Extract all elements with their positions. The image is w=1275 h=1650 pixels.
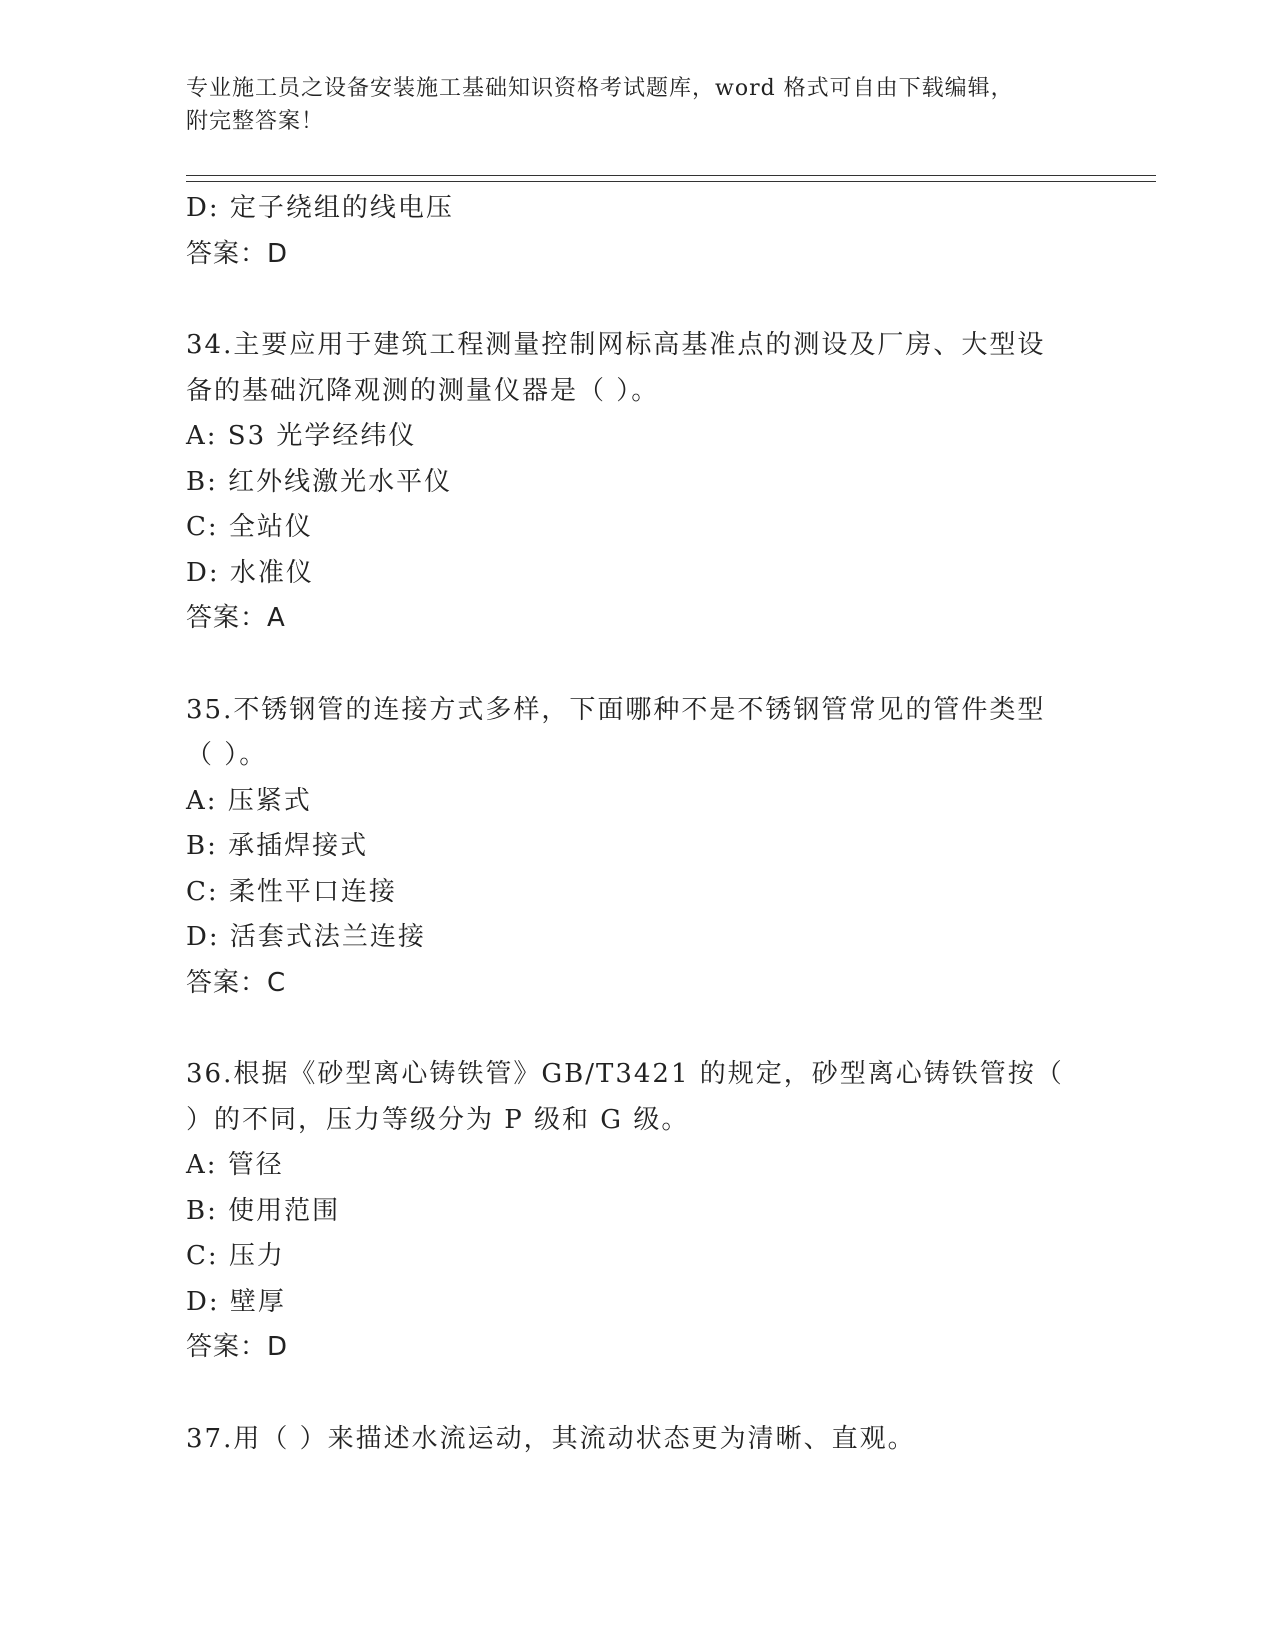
question-stem-line-2: （ ）。 [186, 740, 268, 770]
question-list [186, 186, 1086, 1462]
option-b: B: 红外线激光水平仪 [186, 466, 453, 497]
prev-option-d: D: 定子绕组的线电压 [186, 193, 454, 223]
question-35 [186, 688, 1086, 1007]
question-stem-line-2: ）的不同，压力等级分为 P 级和 G 级。 [186, 1104, 690, 1135]
header-divider-bottom [186, 181, 1156, 182]
answer: 答案：A [186, 603, 286, 633]
option-c: C: 全站仪 [186, 512, 313, 542]
option-b: B: 使用范围 [186, 1195, 341, 1226]
document-header [186, 72, 1086, 138]
header-divider-top [186, 175, 1156, 176]
question-stem-line-2: 备的基础沉降观测的测量仪器是（ ）。 [186, 375, 660, 406]
question-stem-line-1: 36.根据《砂型离心铸铁管》GB/T3421 的规定，砂型离心铸铁管按（ [186, 1059, 1064, 1089]
question-34 [186, 323, 1086, 642]
option-c: C: 柔性平口连接 [186, 876, 397, 907]
option-a: A: 管径 [186, 1150, 284, 1180]
question-37 [186, 1417, 1086, 1463]
option-d: D: 水准仪 [186, 557, 314, 588]
header-title-line-2: 附完整答案！ [186, 109, 325, 134]
question-stem-line-1: 37.用（ ）来描述水流运动，其流动状态更为清晰、直观。 [186, 1423, 916, 1454]
question-36 [186, 1052, 1086, 1371]
question-stem-line-1: 34.主要应用于建筑工程测量控制网标高基准点的测设及厂房、大型设 [186, 330, 1046, 360]
spacer [186, 642, 1086, 688]
header-title-line-1: 专业施工员之设备安装施工基础知识资格考试题库，word 格式可自由下载编辑， [186, 76, 1014, 101]
answer: 答案：C [186, 967, 287, 998]
question-stem-line-1: 35.不锈钢管的连接方式多样，下面哪种不是不锈钢管常见的管件类型 [186, 694, 1046, 725]
option-a: A: S3 光学经纬仪 [186, 421, 417, 451]
option-b: B: 承插焊接式 [186, 831, 369, 861]
option-d: D: 壁厚 [186, 1286, 286, 1317]
option-a: A: 压紧式 [186, 785, 312, 816]
answer: 答案：D [186, 1332, 289, 1362]
option-d: D: 活套式法兰连接 [186, 922, 426, 952]
spacer [186, 1371, 1086, 1417]
option-c: C: 压力 [186, 1241, 285, 1271]
prev-answer: 答案：D [186, 238, 289, 269]
spacer [186, 1006, 1086, 1052]
spacer [186, 277, 1086, 323]
